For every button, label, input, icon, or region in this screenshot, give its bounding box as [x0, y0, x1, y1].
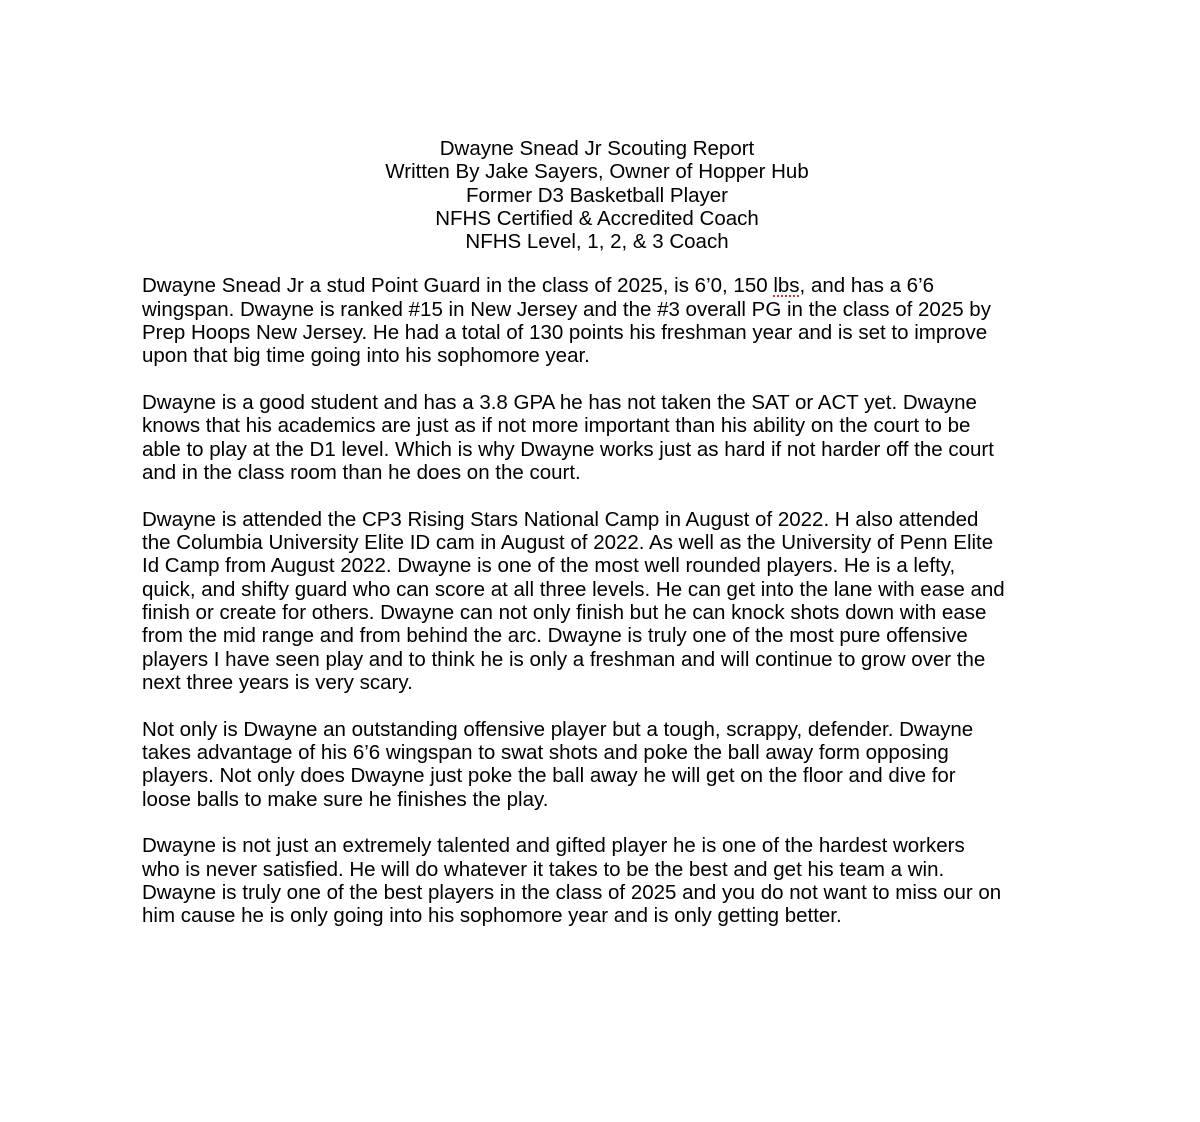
document-page — [142, 137, 1072, 951]
report-title: Dwayne Snead Jr Scouting Report — [439, 137, 755, 160]
paragraph-camps-offense: Dwayne is attended the CP3 Rising Stars National Camp in August of 2022. H also attended the Columbia University Elite ID cam in August of 2022. As well as the University of Penn Elite Id Camp from August 2022. Dwayne is one of the most well rounded players. He is a lefty, quick, and shifty guard who can score at all three levels. He can get into the lane with ease and finish or create for others. Dwayne can not only finish but he can knock shots down with ease from the mid range and from behind the arc. Dwayne is truly one of the most pure offensive players I have seen play and to think he is only a freshman and will continue to grow over the next three years is very scary. — [142, 507, 1005, 694]
author-line: Written By Jake Sayers, Owner of Hopper Hub — [385, 160, 809, 184]
credential-line-3: NFHS Level, 1, 2, & 3 Coach — [465, 230, 729, 254]
paragraph-profile-text-end: , and has a 6’6 wingspan. Dwayne is ranked #15 in New Jersey and the #3 overall PG in the class of 2025 by Prep Hoops New Jersey. He had a total of 130 points his freshman year and is set to improve upon that big time going into his sophomore year. — [142, 274, 991, 368]
spellcheck-flagged-word[interactable]: lbs — [773, 274, 800, 298]
paragraph-academics: Dwayne is a good student and has a 3.8 GPA he has not taken the SAT or ACT yet. Dwayne knows that his academics are just as if not more important than his ability on the court to be able to play at the D1 level. Which is why Dwayne works just as hard if not harder off the court and in the class room than he does on the court. — [142, 391, 994, 485]
paragraph-profile-text-start: Dwayne Snead Jr a stud Point Guard in the class of 2025, is 6’0, 150 — [142, 274, 774, 298]
credential-line-2: NFHS Certified & Accredited Coach — [435, 206, 759, 230]
paragraph-defense: Not only is Dwayne an outstanding offensive player but a tough, scrappy, defender. Dwayne takes advantage of his 6’6 wingspan to swat shots and poke the ball away form opposing players. Not only does Dwayne just poke the ball away he will get on the floor and dive for loose balls to make sure he finishes the play. — [142, 717, 974, 811]
paragraph-profile — [142, 274, 1072, 367]
report-header — [142, 137, 1072, 253]
paragraph-summary: Dwayne is not just an extremely talented and gifted player he is one of the hardest workers who is never satisfied. He will do whatever it takes to be the best and get his team a win. Dwayne is truly one of the best players in the class of 2025 and you do not want to miss our on him cause he is only going into his sophomore year and is only getting better. — [142, 834, 1002, 928]
credential-line-1: Former D3 Basketball Player — [465, 183, 729, 207]
